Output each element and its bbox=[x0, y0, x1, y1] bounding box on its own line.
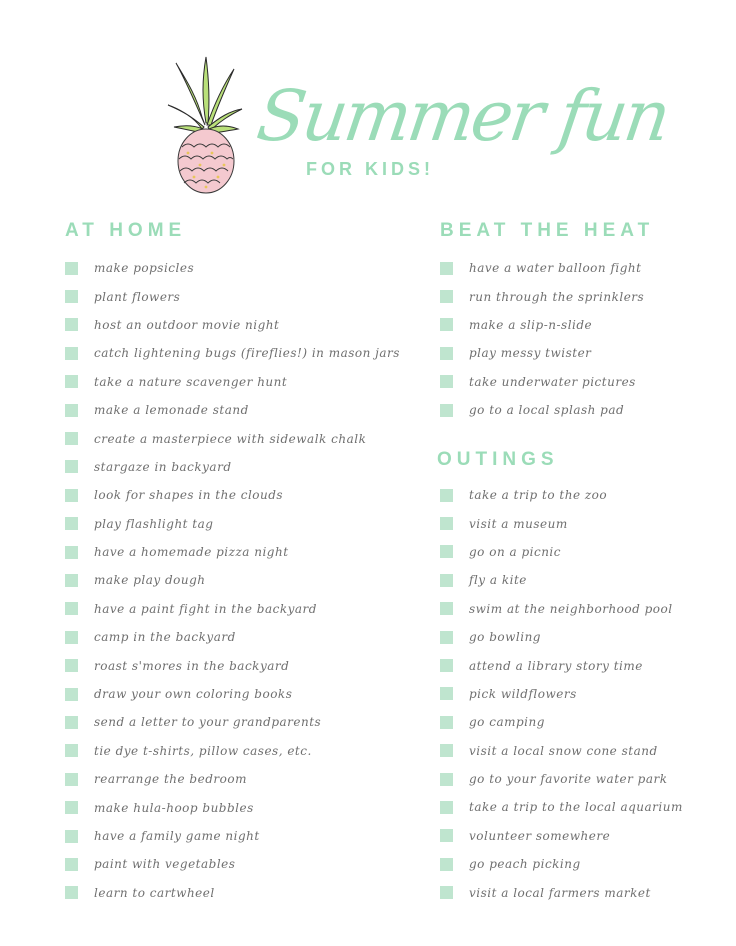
section-heading-at-home: AT HOME bbox=[65, 220, 187, 241]
item-label: rearrange the bedroom bbox=[94, 772, 247, 787]
checkbox[interactable] bbox=[65, 886, 78, 899]
item-label: make popsicles bbox=[94, 261, 195, 276]
checkbox[interactable] bbox=[65, 631, 78, 644]
item-label: have a family game night bbox=[94, 829, 260, 843]
item-label: have a water balloon fight bbox=[469, 261, 642, 276]
section-heading-outings: OUTINGS bbox=[437, 449, 559, 470]
item-label: host an outdoor movie night bbox=[94, 317, 280, 332]
list-item bbox=[440, 339, 644, 367]
item-label: run through the sprinklers bbox=[469, 289, 645, 304]
page-title: Summer fun bbox=[252, 75, 673, 157]
item-label: plant flowers bbox=[94, 289, 181, 304]
item-label: catch lightening bugs (fireflies!) in mason jars bbox=[94, 346, 400, 361]
list-item bbox=[440, 822, 683, 850]
list-item bbox=[65, 680, 400, 708]
item-label: have a homemade pizza night bbox=[94, 545, 289, 560]
list-item bbox=[65, 481, 400, 509]
list-item bbox=[440, 623, 683, 651]
list-item bbox=[65, 793, 400, 821]
item-label: tie dye t-shirts, pillow cases, etc. bbox=[94, 743, 312, 758]
item-label: swim at the neighborhood pool bbox=[469, 601, 673, 616]
item-label: learn to cartwheel bbox=[94, 885, 215, 900]
checkbox[interactable] bbox=[440, 404, 453, 417]
checkbox[interactable] bbox=[440, 829, 453, 842]
checkbox[interactable] bbox=[65, 744, 78, 757]
item-label: go to a local splash pad bbox=[469, 403, 625, 418]
item-label: go peach picking bbox=[469, 857, 581, 872]
list-item bbox=[440, 509, 683, 537]
checkbox[interactable] bbox=[440, 318, 453, 331]
checkbox[interactable] bbox=[65, 460, 78, 473]
item-label: go to your favorite water park bbox=[469, 772, 668, 787]
section-heading-beat-the-heat: BEAT THE HEAT bbox=[440, 220, 655, 241]
list-item bbox=[65, 282, 400, 310]
list-item bbox=[65, 510, 400, 538]
list-item bbox=[65, 254, 400, 282]
checkbox[interactable] bbox=[65, 801, 78, 814]
checkbox[interactable] bbox=[65, 602, 78, 615]
list-item bbox=[65, 651, 400, 679]
checkbox[interactable] bbox=[65, 659, 78, 672]
checkbox[interactable] bbox=[440, 262, 453, 275]
list-item bbox=[65, 368, 400, 396]
item-label: camp in the backyard bbox=[94, 630, 236, 645]
checkbox[interactable] bbox=[440, 489, 453, 502]
item-label: take a trip to the local aquarium bbox=[469, 800, 683, 815]
list-item bbox=[440, 595, 683, 623]
checkbox[interactable] bbox=[440, 631, 453, 644]
list-item bbox=[65, 566, 400, 594]
item-label: take a nature scavenger hunt bbox=[94, 374, 288, 389]
checkbox[interactable] bbox=[440, 517, 453, 530]
checkbox[interactable] bbox=[440, 744, 453, 757]
list-item bbox=[440, 793, 683, 821]
item-label: stargaze in backyard bbox=[94, 459, 232, 474]
item-label: go camping bbox=[469, 715, 545, 730]
item-label: visit a museum bbox=[469, 516, 568, 531]
checkbox[interactable] bbox=[65, 347, 78, 360]
checkbox[interactable] bbox=[65, 375, 78, 388]
beat-the-heat-list bbox=[440, 254, 644, 424]
checkbox[interactable] bbox=[440, 290, 453, 303]
checkbox[interactable] bbox=[65, 404, 78, 417]
checkbox[interactable] bbox=[440, 886, 453, 899]
item-label: draw your own coloring books bbox=[94, 687, 293, 702]
list-item bbox=[440, 311, 644, 339]
item-label: make a lemonade stand bbox=[94, 403, 249, 418]
list-item bbox=[440, 538, 683, 566]
checkbox[interactable] bbox=[65, 318, 78, 331]
list-item bbox=[65, 396, 400, 424]
checkbox[interactable] bbox=[65, 830, 78, 843]
checkbox[interactable] bbox=[440, 347, 453, 360]
page-subtitle: FOR KIDS! bbox=[306, 159, 434, 179]
list-item bbox=[440, 254, 644, 282]
list-item bbox=[65, 424, 400, 452]
item-label: go on a picnic bbox=[469, 544, 561, 559]
item-label: make play dough bbox=[94, 573, 206, 588]
list-item bbox=[65, 822, 400, 850]
checkbox[interactable] bbox=[65, 432, 78, 445]
list-item bbox=[440, 566, 683, 594]
item-label: pick wildflowers bbox=[469, 686, 577, 701]
list-item bbox=[65, 538, 400, 566]
item-label: visit a local snow cone stand bbox=[469, 743, 658, 758]
list-item bbox=[440, 282, 644, 310]
checkbox[interactable] bbox=[440, 801, 453, 814]
checkbox[interactable] bbox=[65, 688, 78, 701]
list-item bbox=[440, 850, 683, 878]
list-item bbox=[65, 339, 400, 367]
checkbox[interactable] bbox=[65, 290, 78, 303]
item-label: send a letter to your grandparents bbox=[94, 715, 322, 730]
checkbox[interactable] bbox=[440, 773, 453, 786]
checkbox[interactable] bbox=[65, 858, 78, 871]
list-item bbox=[65, 708, 400, 736]
checkbox[interactable] bbox=[65, 574, 78, 587]
list-item bbox=[65, 453, 400, 481]
at-home-list bbox=[65, 254, 400, 907]
checkbox[interactable] bbox=[65, 546, 78, 559]
checkbox[interactable] bbox=[440, 545, 453, 558]
checkbox[interactable] bbox=[65, 262, 78, 275]
pineapple-icon bbox=[166, 55, 244, 195]
list-item bbox=[65, 850, 400, 878]
checkbox[interactable] bbox=[65, 489, 78, 502]
list-item bbox=[440, 396, 644, 424]
checkbox[interactable] bbox=[440, 602, 453, 615]
list-item bbox=[65, 623, 400, 651]
item-label: visit a local farmers market bbox=[469, 885, 651, 900]
checkbox[interactable] bbox=[440, 375, 453, 388]
list-item bbox=[65, 311, 400, 339]
item-label: create a masterpiece with sidewalk chalk bbox=[94, 431, 367, 446]
list-item bbox=[65, 765, 400, 793]
checkbox[interactable] bbox=[65, 773, 78, 786]
item-label: paint with vegetables bbox=[94, 857, 236, 872]
item-label: roast s'mores in the backyard bbox=[94, 658, 290, 673]
item-label: play flashlight tag bbox=[94, 516, 214, 531]
list-item bbox=[440, 651, 683, 679]
checkbox[interactable] bbox=[440, 716, 453, 729]
item-label: take underwater pictures bbox=[469, 374, 636, 389]
checkbox[interactable] bbox=[65, 716, 78, 729]
item-label: volunteer somewhere bbox=[469, 828, 611, 843]
list-item bbox=[440, 708, 683, 736]
list-item bbox=[440, 765, 683, 793]
item-label: play messy twister bbox=[469, 346, 592, 361]
checkbox[interactable] bbox=[65, 517, 78, 530]
item-label: have a paint fight in the backyard bbox=[94, 601, 317, 616]
item-label: fly a kite bbox=[469, 573, 527, 588]
checkbox[interactable] bbox=[440, 659, 453, 672]
list-item bbox=[440, 368, 644, 396]
outings-list bbox=[440, 481, 683, 907]
list-item bbox=[440, 481, 683, 509]
list-item bbox=[440, 737, 683, 765]
list-item bbox=[65, 595, 400, 623]
checkbox[interactable] bbox=[440, 574, 453, 587]
item-label: make hula-hoop bubbles bbox=[94, 800, 254, 815]
item-label: go bowling bbox=[469, 630, 541, 645]
item-label: make a slip-n-slide bbox=[469, 317, 593, 332]
item-label: look for shapes in the clouds bbox=[94, 488, 284, 503]
item-label: take a trip to the zoo bbox=[469, 488, 608, 503]
list-item bbox=[65, 737, 400, 765]
checkbox[interactable] bbox=[440, 858, 453, 871]
list-item bbox=[440, 680, 683, 708]
item-label: attend a library story time bbox=[469, 658, 643, 673]
list-item bbox=[440, 878, 683, 906]
checkbox[interactable] bbox=[440, 687, 453, 700]
list-item bbox=[65, 879, 400, 907]
